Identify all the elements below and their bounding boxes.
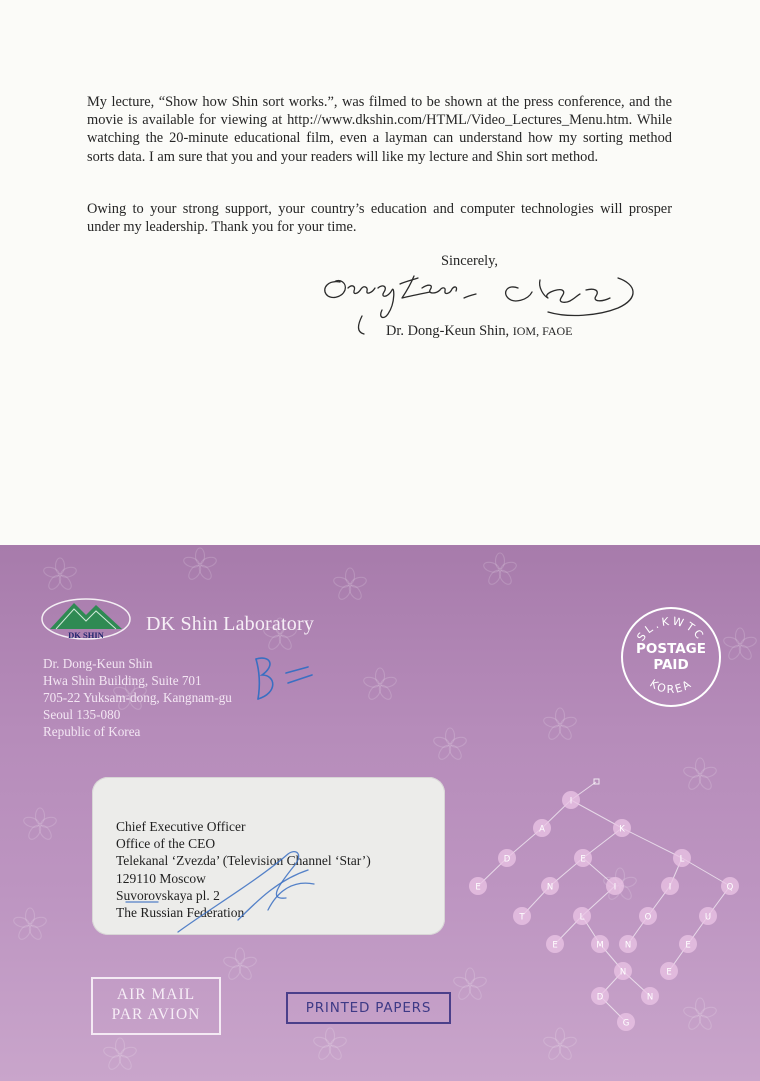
tree-node xyxy=(641,987,659,1005)
air-mail-label xyxy=(91,977,221,1035)
handwritten-mark xyxy=(248,653,318,708)
tree-edge xyxy=(622,828,682,858)
tree-node xyxy=(573,907,591,925)
pen-scribble xyxy=(118,840,338,935)
lab-name: DK Shin Laboratory xyxy=(146,613,315,635)
printed-papers-stamp: PRINTED PAPERS xyxy=(286,992,451,1024)
signer-name: Dr. Dong-Keun Shin, xyxy=(386,323,510,339)
tree-node xyxy=(699,907,717,925)
recipient-address-line: 129110 Moscow xyxy=(116,870,206,886)
tree-node xyxy=(619,935,637,953)
return-address-line: Republic of Korea xyxy=(43,724,141,739)
logo-text: DK SHIN xyxy=(68,630,104,640)
tree-node-letter: E xyxy=(580,854,586,865)
tree-node xyxy=(617,1013,635,1031)
tree-node-letter: I xyxy=(569,796,573,807)
return-address-line: Hwa Shin Building, Suite 701 xyxy=(43,673,202,688)
stamp-bottom-text: KOREA xyxy=(647,676,695,697)
envelope xyxy=(0,545,760,1081)
stamp-postage-text: POSTAGE xyxy=(635,641,706,657)
recipient-address-line: Office of the CEO xyxy=(116,836,216,852)
tree-node xyxy=(721,877,739,895)
tree-node-letter: I xyxy=(668,882,672,893)
tree-node-letter: E xyxy=(666,967,672,978)
tree-node xyxy=(606,877,624,895)
tree-node xyxy=(469,877,487,895)
tree-node xyxy=(533,819,551,837)
recipient-address-line: Chief Executive Officer xyxy=(116,819,246,834)
letter-paragraph-1: My lecture, “Show how Shin sort works.”, was filmed to be shown at the press conference, and the movie is available for viewing at http://www.dkshin.com/HTML/Video_Lectures_Menu.htm. While watching the 20-minute educational film, even a layman can understand how my sorting method sorts data. I am sure that you and your readers will like my lecture and Shin sort method. xyxy=(87,94,672,165)
air-mail-text: AIR MAIL xyxy=(116,986,196,1003)
tree-node-letter: M xyxy=(596,940,604,951)
tree-node xyxy=(639,907,657,925)
stamp-top-text: SL.KWTC xyxy=(634,614,708,644)
dk-shin-logo xyxy=(40,597,132,641)
tree-node-letter: K xyxy=(619,824,625,835)
tree-node-letter: N xyxy=(619,967,627,978)
recipient-address-line: The Russian Federation xyxy=(116,905,245,921)
return-address-line: Seoul 135-080 xyxy=(43,707,121,722)
return-address-line: 705-22 Yuksam-dong, Kangnam-gu xyxy=(43,690,232,705)
sort-tree-diagram xyxy=(460,770,760,1040)
recipient-address-line: Telekanal ‘Zvezda’ (Television Channel ‘Star’) xyxy=(116,853,371,869)
tree-node-letter: T xyxy=(519,912,525,923)
tree-node xyxy=(562,791,580,809)
tree-node xyxy=(591,935,609,953)
signer-name-line xyxy=(386,323,573,340)
letter-paragraph-2: Owing to your strong support, your country’s education and computer technologies will prosper under my leadership. Thank you for your time. xyxy=(87,201,672,236)
tree-node xyxy=(673,849,691,867)
return-address-line: Dr. Dong-Keun Shin xyxy=(43,656,153,671)
svg-text:SL.KWTC xyxy=(634,615,707,644)
tree-node xyxy=(513,907,531,925)
tree-node-letter: D xyxy=(503,854,511,865)
tree-node-letter: G xyxy=(622,1018,630,1029)
tree-node-letter: I xyxy=(613,882,617,893)
recipient-address-line: Suvorovskaya pl. 2 xyxy=(116,887,220,903)
return-address xyxy=(43,655,232,740)
tree-node xyxy=(660,962,678,980)
stamp-paid-text: PAID xyxy=(653,657,689,673)
tree-node-letter: N xyxy=(646,992,654,1003)
letter-closing: Sincerely, xyxy=(441,253,499,269)
tree-node-letter: E xyxy=(475,882,481,893)
par-avion-text: PAR AVION xyxy=(111,1006,201,1023)
tree-node xyxy=(613,819,631,837)
tree-node xyxy=(541,877,559,895)
tree-node xyxy=(591,987,609,1005)
signer-titles: IOM, FAOE xyxy=(512,324,573,338)
tree-node-letter: N xyxy=(624,940,632,951)
tree-node-letter: L xyxy=(679,854,685,865)
svg-text:KOREA xyxy=(647,677,694,696)
tree-node xyxy=(661,877,679,895)
tree-node xyxy=(546,935,564,953)
tree-node-letter: A xyxy=(539,824,545,835)
tree-node xyxy=(574,849,592,867)
postage-paid-stamp xyxy=(621,607,721,707)
tree-node-letter: Q xyxy=(726,882,734,893)
tree-node-letter: E xyxy=(552,940,558,951)
tree-node-letter: D xyxy=(596,992,604,1003)
tree-node-letter: L xyxy=(579,912,585,923)
tree-node xyxy=(614,962,632,980)
tree-node-letter: N xyxy=(546,882,554,893)
tree-node-letter: U xyxy=(704,912,712,923)
tree-node-letter: E xyxy=(685,940,691,951)
tree-node xyxy=(679,935,697,953)
tree-node-letter: O xyxy=(644,912,652,923)
tree-node xyxy=(498,849,516,867)
